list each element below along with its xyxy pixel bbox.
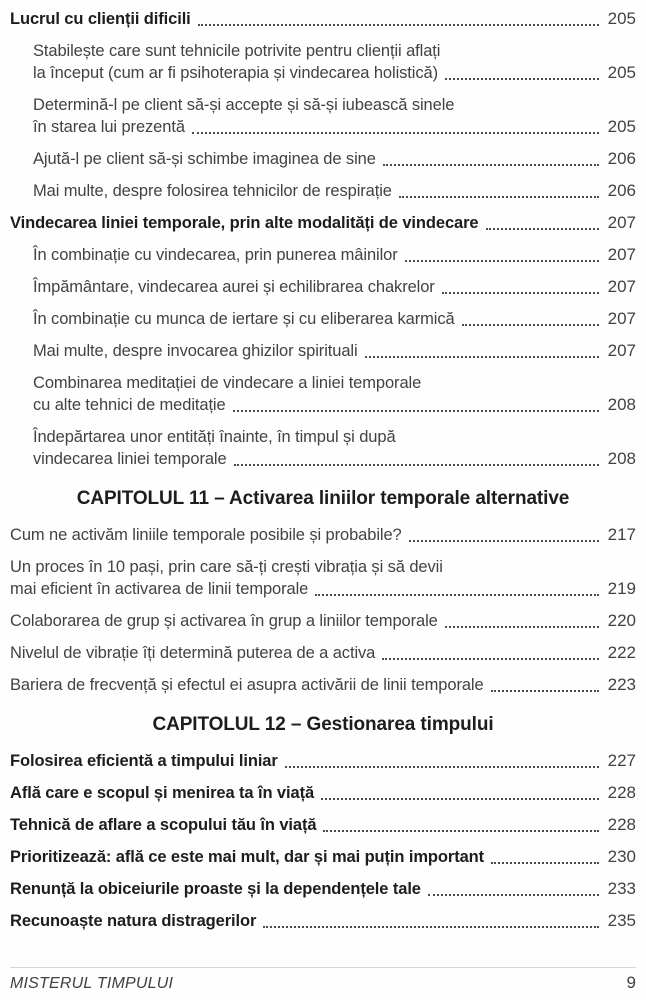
dot-leader [198,24,599,26]
dot-leader [321,798,599,800]
page-number: 207 [607,213,636,232]
toc-entry [10,846,636,868]
page-number: 207 [607,309,636,328]
entry-text: Prioritizează: află ce este mai mult, dar și mai puțin important [10,848,485,866]
entry-text: mai eficient în activarea de linii temporale [10,580,309,598]
page-number: 223 [607,675,636,694]
dot-leader [285,766,599,768]
page-number: 217 [607,525,636,544]
entry-text: Ajută-l pe client să-și schimbe imaginea de sine [33,150,376,168]
dot-leader [263,926,599,928]
dot-leader [323,830,599,832]
toc-entry-line [10,556,636,578]
toc-section [10,8,636,202]
toc-entry [10,878,636,900]
dot-leader [382,658,599,660]
entry-text: Combinarea meditației de vindecare a liniei temporale [33,374,422,392]
entry-text: Cum ne activăm liniile temporale posibile și probabile? [10,526,402,544]
toc-entry-line [10,610,636,632]
page-number: 208 [607,395,636,414]
page-number: 235 [607,911,636,930]
page-number: 220 [607,611,636,630]
toc-entry-line [33,394,636,416]
toc-entry-line [10,578,636,600]
toc-entry [10,556,636,600]
dot-leader [442,292,599,294]
entry-text: Renunță la obiceiurile proaste și la dependențele tale [10,880,421,898]
page-number: 228 [607,783,636,802]
dot-leader [399,196,599,198]
page-number: 207 [607,277,636,296]
toc-entry [10,308,636,330]
entry-text: cu alte tehnici de meditație [33,396,226,414]
entry-text: Îndepărtarea unor entități înainte, în timpul și după [33,428,396,446]
page-number: 230 [607,847,636,866]
toc-entry [10,782,636,804]
page-footer [10,967,636,993]
entry-text: Împământare, vindecarea aurei și echilibrarea chakrelor [33,278,435,296]
toc-entry [10,426,636,470]
toc-entry [10,910,636,932]
dot-leader [315,594,599,596]
dot-leader [192,132,599,134]
dot-leader [445,626,599,628]
page-number: 227 [607,751,636,770]
dot-leader [428,894,599,896]
dot-leader [405,260,599,262]
entry-text: Colaborarea de grup și activarea în grup a liniilor temporale [10,612,438,630]
page-number: 205 [607,117,636,136]
entry-text: Află care e scopul și menirea ta în viață [10,784,315,802]
toc-entry [10,180,636,202]
entry-text: Stabilește care sunt tehnicile potrivite pentru clienții aflați [33,42,441,60]
dot-leader [491,690,599,692]
entry-text: Mai multe, despre invocarea ghizilor spirituali [33,342,358,360]
toc-entry-line [33,116,636,138]
footer-page-number: 9 [626,973,636,992]
entry-text: în starea lui prezentă [33,118,185,136]
dot-leader [486,228,600,230]
toc-entry-line [33,40,636,62]
toc-entry [10,94,636,138]
toc-entry-line [33,180,636,202]
toc-section [10,524,636,696]
entry-text: În combinație cu vindecarea, prin punerea mâinilor [33,246,398,264]
entry-text: Lucrul cu clienții dificili [10,10,191,28]
entry-text: Un proces în 10 pași, prin care să-ți crești vibrația și să devii [10,558,443,576]
page-number: 233 [607,879,636,898]
entry-text: Determină-l pe client să-și accepte și să-și iubească sinele [33,96,455,114]
toc-entry [10,40,636,84]
page-number: 206 [607,149,636,168]
toc-entry-line [33,244,636,266]
toc-entry [10,244,636,266]
dot-leader [383,164,599,166]
toc-entry [10,610,636,632]
entry-text: Nivelul de vibrație îți determină puterea de a activa [10,644,376,662]
toc-entry-line [10,878,636,900]
entry-text: Mai multe, despre folosirea tehnicilor de respirație [33,182,392,200]
toc-entry-line [10,814,636,836]
toc-entry [10,642,636,664]
toc-entry-line [33,308,636,330]
chapter-heading: CAPITOLUL 12 – Gestionarea timpului [152,714,494,735]
page-number: 219 [607,579,636,598]
toc-entry [10,750,636,772]
dot-leader [234,464,599,466]
toc-section [10,750,636,932]
toc-entry-line [33,62,636,84]
entry-text: Recunoaște natura distragerilor [10,912,257,930]
toc-entry [10,524,636,546]
toc-entry-line [10,8,636,30]
page-number: 206 [607,181,636,200]
toc-entry-line [10,674,636,696]
toc-entry-line [33,94,636,116]
page-number: 205 [607,63,636,82]
page-number: 222 [607,643,636,662]
toc-entry [10,340,636,362]
entry-text: vindecarea liniei temporale [33,450,227,468]
page-number: 205 [607,9,636,28]
entry-text: Folosirea eficientă a timpului liniar [10,752,278,770]
toc-entry [10,814,636,836]
page-number: 207 [607,245,636,264]
entry-text: Tehnică de aflare a scopului tău în viață [10,816,317,834]
dot-leader [409,540,599,542]
toc-entry-line [33,426,636,448]
toc-entry-line [10,212,636,234]
dot-leader [462,324,599,326]
toc-entry-line [10,846,636,868]
chapter-heading: CAPITOLUL 11 – Activarea liniilor temporale alternative [76,488,570,509]
toc-entry-line [10,642,636,664]
entry-text: Bariera de frecvență și efectul ei asupra activării de linii temporale [10,676,484,694]
toc-section [10,212,636,470]
dot-leader [365,356,599,358]
entry-text: În combinație cu munca de iertare și cu eliberarea karmică [33,310,455,328]
toc-entry-line [33,340,636,362]
toc-entry-line [33,276,636,298]
toc-entry [10,8,636,30]
dot-leader [233,410,599,412]
toc-entry [10,276,636,298]
toc-entry-line [10,750,636,772]
toc-entry [10,372,636,416]
dot-leader [491,862,599,864]
toc-entry-line [33,448,636,470]
footer-book-title: MISTERUL TIMPULUI [10,975,174,992]
toc-entry-line [10,910,636,932]
dot-leader [445,78,599,80]
page-number: 208 [607,449,636,468]
page-number: 207 [607,341,636,360]
toc-entry-line [10,782,636,804]
toc-entry-line [33,372,636,394]
toc-entry [10,212,636,234]
toc-entry [10,148,636,170]
toc-entry-line [33,148,636,170]
entry-text: Vindecarea liniei temporale, prin alte modalități de vindecare [10,214,479,232]
entry-text: la început (cum ar fi psihoterapia și vindecarea holistică) [33,64,438,82]
toc-entry [10,674,636,696]
page-number: 228 [607,815,636,834]
toc-entry-line [10,524,636,546]
